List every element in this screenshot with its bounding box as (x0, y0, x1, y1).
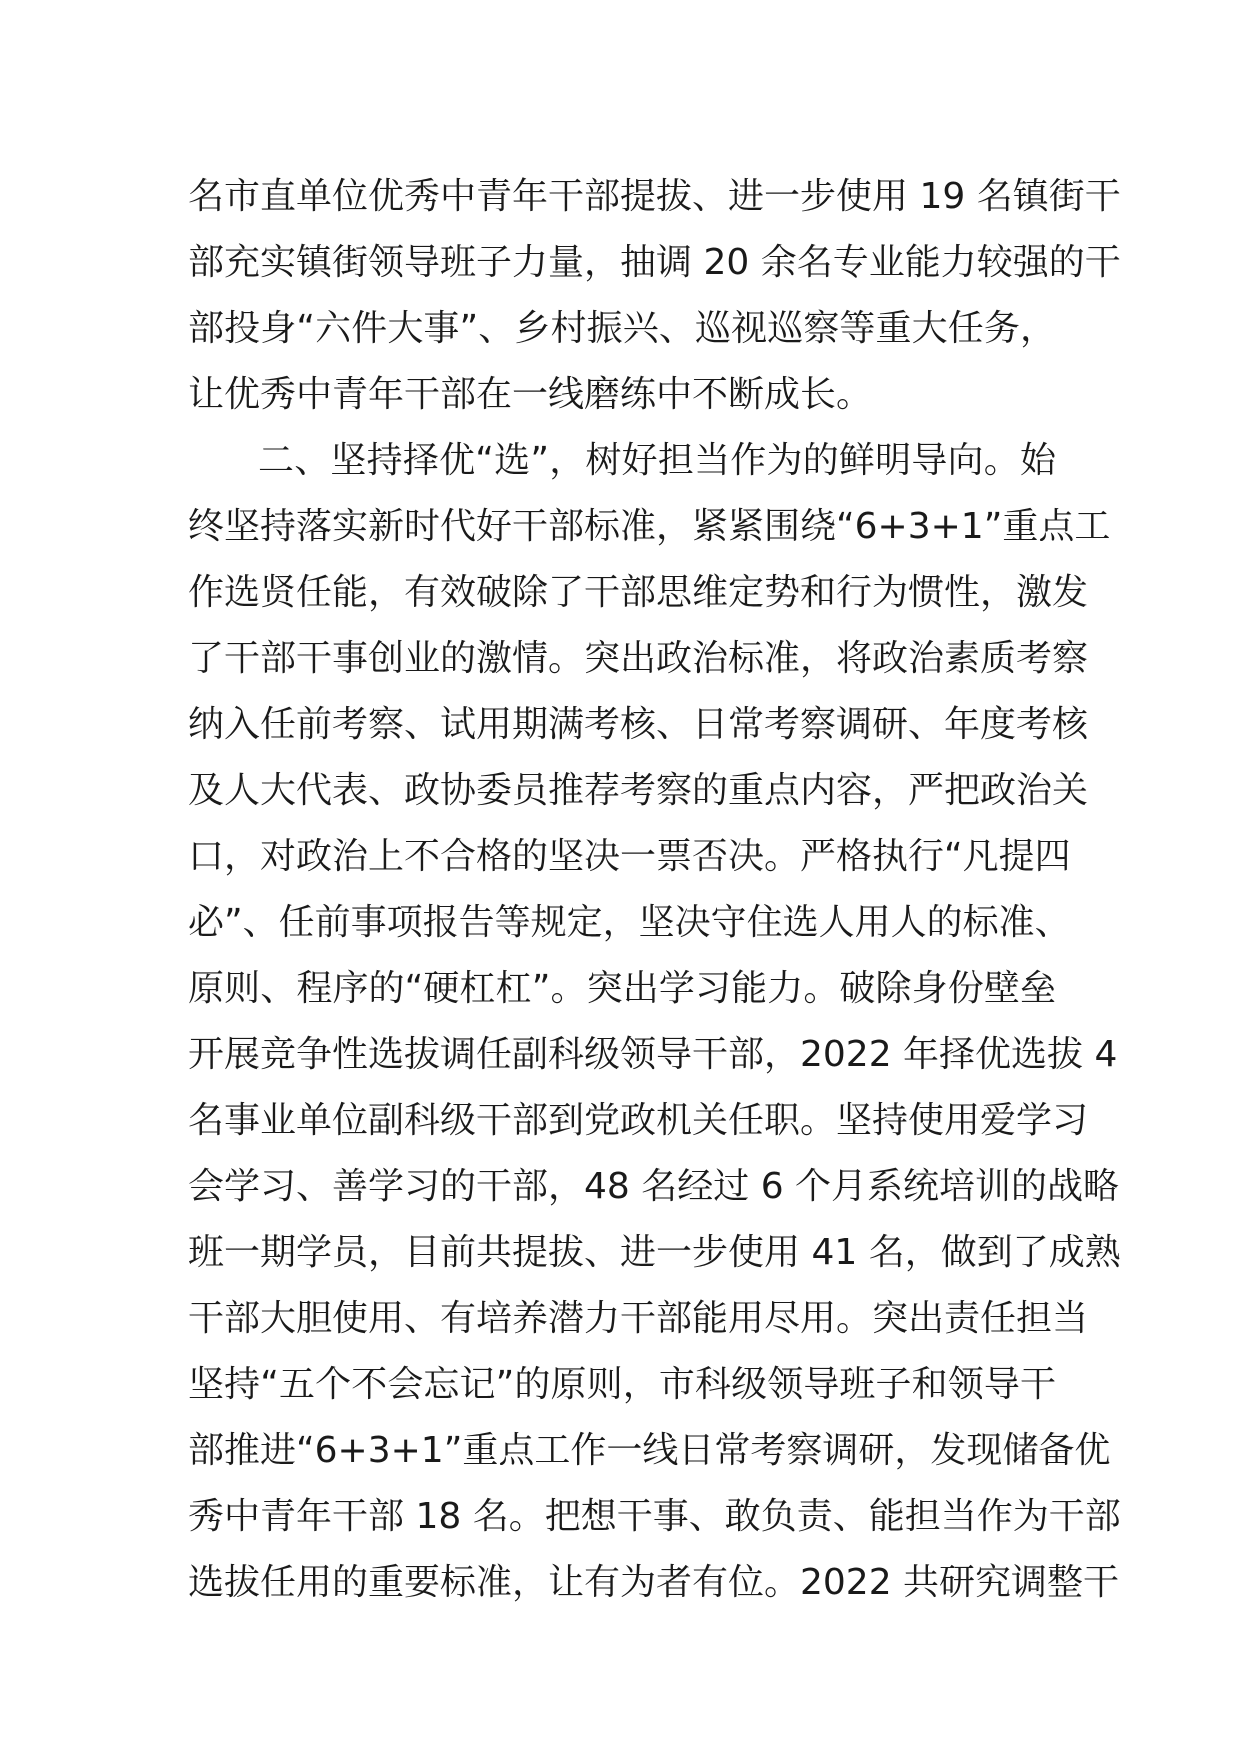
text-line: 选拔任用的重要标准，让有为者有位。2022 共研究调整干 (188, 1562, 1120, 1603)
text-line: 名事业单位副科级干部到党政机关任职。坚持使用爱学习 (188, 1100, 1089, 1141)
text-line: 坚持“五个不会忘记”的原则，市科级领导班子和领导干 (188, 1364, 1056, 1405)
text-line: 部投身“六件大事”、乡村振兴、巡视巡察等重大任务， (188, 308, 1056, 349)
text-line: 干部大胆使用、有培养潜力干部能用尽用。突出责任担当 (188, 1298, 1089, 1339)
text-line: 终坚持落实新时代好干部标准，紧紧围绕“6+3+1”重点工 (188, 506, 1111, 547)
text-line: 及人大代表、政协委员推荐考察的重点内容，严把政治关 (188, 770, 1089, 811)
text-line: 部充实镇街领导班子力量，抽调 20 余名专业能力较强的干 (188, 242, 1121, 283)
text-line: 纳入任前考察、试用期满考核、日常考察调研、年度考核 (188, 704, 1089, 745)
text-line: 部推进“6+3+1”重点工作一线日常考察调研，发现储备优 (188, 1430, 1111, 1471)
text-line: 开展竞争性选拔调任副科级领导干部，2022 年择优选拔 4 (188, 1034, 1118, 1075)
text-line: 会学习、善学习的干部，48 名经过 6 个月系统培训的战略 (188, 1166, 1120, 1207)
text-line: 作选贤任能，有效破除了干部思维定势和行为惯性，激发 (188, 572, 1089, 613)
text-line: 名市直单位优秀中青年干部提拔、进一步使用 19 名镇街干 (188, 176, 1121, 217)
text-line: 口，对政治上不合格的坚决一票否决。严格执行“凡提四 (188, 836, 1071, 877)
text-line: 班一期学员，目前共提拔、进一步使用 41 名，做到了成熟 (188, 1232, 1121, 1273)
text-line: 让优秀中青年干部在一线磨练中不断成长。 (188, 374, 873, 415)
text-line: 必”、任前事项报告等规定，坚决守住选人用人的标准、 (188, 902, 1071, 943)
section-heading-line: 二、坚持择优“选”，树好担当作为的鲜明导向。始 (258, 440, 1056, 481)
text-line: 秀中青年干部 18 名。把想干事、敢负责、能担当作为干部 (188, 1496, 1121, 1537)
text-line: 了干部干事创业的激情。突出政治标准，将政治素质考察 (188, 638, 1089, 679)
text-line: 原则、程序的“硬杠杠”。突出学习能力。破除身份壁垒 (188, 968, 1056, 1009)
